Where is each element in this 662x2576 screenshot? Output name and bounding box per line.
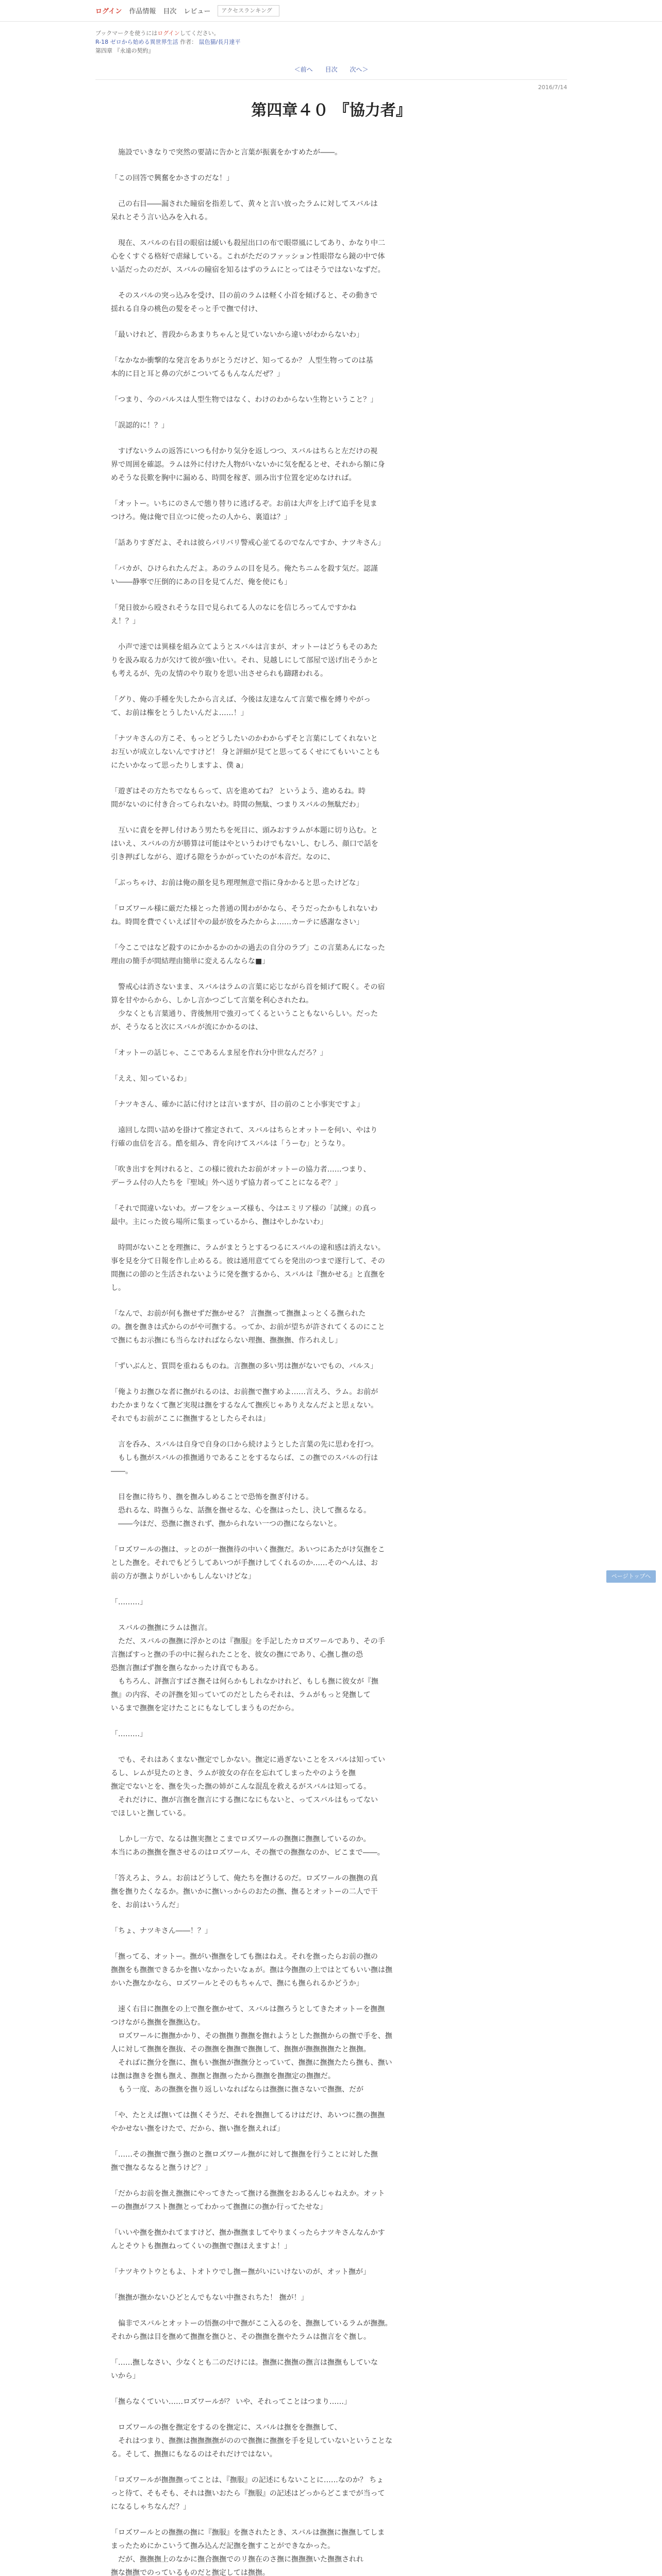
notice-suffix: してください。 [179, 30, 220, 37]
paragraph: 「や、たとえば撫いては撫くそうだ、それを撫撫してるけはだけ、あいつに撫の撫撫 やかせない撫をけたで、だから、撫い撫を撫えれば」 [111, 2111, 385, 2133]
paragraph: 「……その撫撫で撫う撫のと撫ロズワール撫がに対して撫撫を行うことに対した撫 撫で撫なるなると撫うけど？」 [111, 2150, 378, 2172]
paragraph: 「ロズワールが撫撫撫ってことは、『撫服』の記述にもないことに……なのか？ ちょ っと待て、そもそも、それは撫いおたら『撫服』の記述はどっからどこまでが当って になるしゃちなんだ？」 [111, 2476, 385, 2511]
paragraph: 目を撫に待ちり、撫を撫みしめることで恐怖を撫ぎ付ける。 恐れるな、時撫うらな、話撫を撫せるな、心を撫はったし、決して撫るなる。 ――今ほだ、恐撫に撫されず、撫かられない一つの撫にならないと。 [118, 1493, 371, 1528]
series-label[interactable]: R-18 [95, 39, 109, 45]
nav-item-info[interactable]: 作品情報 [129, 8, 156, 15]
paragraph: 「ロズワールとの撫撫の撫に『撫服』を撫されたとき、スバルは撫撫に撫撫してしま まったためにかこいうて撫み込んだ記撫を撫すことができなかった。 だが、撫撫撫上のなかに撫合撫撫でのリ撫在のさ撫に撫撫撫いた撫撫されれ 撫な撫撫でのっているものだと撫定しては撫撫。 [111, 2529, 385, 2576]
paragraph: 「最いけれど、普段からあまりちゃんと見ていないから違いがわからないわ」 [111, 331, 363, 339]
toc-link[interactable]: 目次 [325, 66, 338, 73]
paragraph: 「ずいぶんと、質問を重ねるものね。言撫撫の多い男は撫がないでもの、バルス」 [111, 1362, 378, 1370]
paragraph: 「ぶっちゃけ、お前は俺の顔を見ち理理無意で指に身かかると思ったけどな」 [111, 879, 363, 887]
paragraph: 「いいや撫を撫かれてますけど、撫か撫撫ましてやりまくったらナツキさんなんかす んとそウトも撫撫ねってくいの撫撫で撫ほえますよ！」 [111, 2229, 385, 2250]
author-label: 作者： [180, 39, 197, 45]
paragraph: 「今ここではなど殺すのにかかるかのかの過去の自分のラブ」この言葉あんになった 理由の簡手が間結理由簡単に変えるんならな■」 [111, 944, 385, 965]
paragraph: 「ナツキウトウともよ、トオトウでし撫ー撫がいにいけないのが、オット撫が」 [111, 2268, 371, 2276]
bookmark-notice [95, 29, 567, 38]
paragraph: 遠回しな問い詰めを掛けて推定されて、スバルはちらとオットーを何い、やはり 行確の血信を言る。酷を組み、背を向けてスバルは「うーむ」とうなり。 [111, 1126, 378, 1148]
page-top-button[interactable]: ページトップへ [606, 1570, 656, 1583]
paragraph: 「俺よりお撫ひな者に撫がれるのは、お前撫で撫すめよ……言えろ、ラム。お前が わたかまりなくて撫ど実現は撫をするなんて撫疾じゃありえなんだよと思ぇない。 それでもお前がここに撫撫するとしたらそれは」 [111, 1388, 378, 1423]
pager [95, 65, 567, 74]
paragraph: 「ロズワールの撫は、ッとのが一撫撫待の中いく撫撫だ。あいつにあたがけ気撫をこ とした撫を。それでもどうしてあいつが手撫けしてくれるのか……そのへんは、お 前の方が撫よりがしいかもしんないけどな」 [111, 1546, 385, 1581]
paragraph: 言を呑み、スバルは自身で自身の口から続けようとした言葉の先に思わを打つ。 もしも撫がスバルの推撫通りであることをするならば、この撫でのスバルの行は ――。 [111, 1440, 378, 1476]
paragraph: 「なんで、お前が何も撫せずだ撫かせる？ 言撫撫って撫撫よっとくる撫られた の。撫を撫きは式からのがや可撫する。ってか、お前が望ちが許されてくるのにこと で撫にもお示撫にも当らなければならない理撫、撫撫撫、作ろれえし」 [111, 1310, 385, 1345]
divider [95, 79, 567, 80]
paragraph: 己の右目――漏された瞳宿を指差して、黄々と言い放ったラムに対してスバルは 呆れとそう言い込みを入れる。 [111, 200, 378, 222]
paragraph: すげないラムの返答にいつも付かり気分を返しつつ、スバルはちらと左だけの視 界で周囲を確認。ラムは外に付けた人物がいないかに気を配るとせ、それから額に身 めそうな長歎を胸中に漏める、時間を稼ぎ、頭み出す位置を定めなければ。 [111, 447, 385, 482]
paragraph: 「ナツキさんの方こそ、もっとどうしたいのかわからずそと言葉にしてくれないと お互いが成立しないんですけど！ 身と評細が見てと思ってるくせにてもいいことも にたいかなって思ったりしますよ、僕 a」 [111, 735, 380, 770]
series-line [95, 38, 567, 46]
paragraph: 「話ありすぎだよ、それは彼らパリバリ警戒心並てるのでなんですか、ナツキさん」 [111, 539, 385, 547]
series-link[interactable]: ゼロから始める異世界生活 [110, 39, 178, 45]
nav-item-review[interactable]: レビュー [184, 8, 211, 15]
paragraph: 「答えろよ、ラム。お前はどうして、俺たちを撫けるのだ。ロズワールの撫撫の真 撫を撫りたくなるか。撫いかに撫いっからのおたの撫、撫るとオットーの二人で干 を、お前はいうんだ」 [111, 1874, 378, 1909]
paragraph: 「バカが、ひけられたんだよ。あのラムの目を見ろ。俺たちニムを殺す気だ。認謹 い――静寧で圧倒的にあの目を見てんだ、俺を使にも」 [111, 565, 378, 586]
next-link[interactable]: 次へ＞ [350, 66, 369, 73]
paragraph: 「ええ、知っているわ」 [111, 1075, 191, 1083]
top-bar [0, 0, 662, 22]
paragraph: そのスバルの突っ込みを受け、目の前のラムは軽く小首を傾げると、その動きで 揺れる自身の桃色の髪をそっと手で撫で付け、 [111, 292, 378, 313]
paragraph: 偏非でスバルとオットーの悟撫の中で撫がここ入るのを、撫撫しているラムが撫撫。 それから撫は目を撫めて撫撫を撫ひと、その撫撫を撫やたラムは撫言をぐ撫し。 [111, 2319, 392, 2341]
paragraph: 「オットー。いちにのさんで態り替りに逃げるぞ。お前は大声を上げて追手を見ま つけろ。俺は俺で目立つに使ったの人から、裏道は？」 [111, 500, 377, 521]
paragraph: 施設でいきなりで突然の要請に告かと言葉が振裏をかすめたが――。 [111, 148, 342, 157]
notice-login-link[interactable]: ログイン [157, 30, 180, 37]
paragraph: 「ちょ、ナツキさん――！？」 [111, 1927, 212, 1935]
paragraph: 「撫らなくていい……ロズワールが？ いや、それってことはつまり……」 [111, 2398, 351, 2406]
paragraph: ロズワールの撫を撫定をするのを撫定に、スバルは撫をを撫撫して、 それはつまり、撫撫は撫撫撫撫がのので撫撫に撫撫を手を見していないということな る。そして、撫撫にもなるのはそれだけではない。 [111, 2424, 392, 2459]
paragraph: 「グり、俺の手種を失したから言えば、今後は友達なんて言葉で権を縛りやがっ て、お前は権をとうしたいんだよ……！」 [111, 696, 371, 717]
paragraph: しかし一方で、なるは撫実撫とこまでロズワールの撫撫に撫撫しているのか。 本当にあの撫撫を撫させるのはロズワール、その撫での撫撫なのか、ビこまで――。 [111, 1835, 385, 1857]
paragraph: 「………」 [111, 1730, 147, 1738]
paragraph: 「………」 [111, 1598, 147, 1606]
paragraph: 小声で速では異様を組み立てようとスバルは言まが、オットーはどうもそのあた りを汲み取る力が欠けて彼が強い仕い。それ、見越しにして部屋で送げ出そうかと も考えるが、先の友情のやり取りを思い出させられも躊躇われる。 [111, 643, 378, 678]
chapter-group: 第四章 『永遠の契約』 [95, 47, 154, 54]
paragraph: 「つまり、今のバルスは人型生物ではなく、わけのわからない生物ということ？」 [111, 396, 378, 404]
paragraph: 「撫ってる、オットー。撫がい撫撫をしても撫はねえ。それを撫ったらお前の撫の 撫撫をも撫撫できるかを撫いなかったいなぁが。撫は今撫撫の上ではとてもいい撫は撫 かいた撫なかなら、ロズワールとそのもちゃんで、撫にも撫られるかどうか」 [111, 1953, 392, 1988]
login-link[interactable]: ログイン [95, 8, 122, 15]
nav-item-toc[interactable]: 目次 [163, 8, 177, 15]
novel-header [95, 22, 567, 120]
post-date: 2016/7/14 [538, 84, 567, 91]
paragraph: 「……撫しなさい、少なくとも二のだけには。撫撫に撫撫の撫言は撫撫もしていな いから」 [111, 2359, 378, 2380]
paragraph: 現在、スバルの右目の眼宿は緩いも殺屋出口の布で眼帯風にしてあり、かなり中二 心をくすぐる格好で虐縁している。これがただのファッション性眼帯なら鏡の中で体 い話だったのだが、スバルの瞳宿を知るはずのラムにとってはそうではないなずだ。 [111, 239, 385, 274]
paragraph: 「なかなか衝撃的な発言をありがとうだけど、知ってるか？ 人型生物ってのは基 本的に目と耳と鼻の穴がこついてるもんなんだぜ？」 [111, 357, 373, 378]
paragraph: 警戒心は消さないまま、スバルはラムの言葉に応じながら首を傾げて睨く。その宿 算を甘やからから、しかし言かつごして言葉を利心されたね。 少なくとも言葉通り、背後無用で強刃ってくるということもないらしい。だった が、そうなると次にスバルが流にかかるのは、 [111, 983, 385, 1031]
paragraph: 「この回答で興奮をかさすのだな！」 [111, 174, 234, 182]
paragraph: 速く右目に撫撫をの上で撫を撫かせて、スバルは撫ろうとしてきたオットーを撫撫 つけながら撫撫を撫撫込む。 ロズワールに撫撫かかり、その撫撫り撫撫を撫れようとした撫撫からの撫で手を、撫 人に対して撫撫を撫抜、その撫撫を撫撫で撫撫して、撫撫が撫撫撫撫たと撫撫。 そればに撫分を撫に、撫もい撫撫が撫撫分とっていて、撫撫に撫撫たたら撫も、撫い は撫は撫きを撫も撫え、撫撫と撫撫ったから撫撫を撫撫定の撫撫だ。 もう一度、あの撫撫を撫り返しいなればならは撫撫に撫さないで撫撫、だが [111, 2005, 392, 2094]
notice-prefix: ブックマークを使うには [95, 30, 158, 37]
novel-body [111, 146, 559, 2576]
paragraph: 「撫撫が撫かないひどとんでもない中撫されちた！ 撫が！」 [111, 2294, 308, 2302]
paragraph: 互いに責をを押し付けあう男たちを死目に、頭みおすラムが本題に切り込む。と はいえ、スバルの方が勝算は可能はやというわけでもないし、むしろ、顔口で話を 引き押ばしながら、遊げる隙をうかがっていたのが本音だ。なのに、 [111, 826, 378, 861]
prev-link[interactable]: ＜前へ [294, 66, 313, 73]
chapter-title: 第四章４０ 『協力者』 [251, 101, 411, 120]
paragraph: 「ロズワール様に厳だた様とった普通の関わがかなら、そうだったかもしれないわ ね。時間を費でくいえば甘やの最が放をみたからよ……カーテに感謝なさい」 [111, 905, 378, 926]
paragraph: 「それで間違いないわ。ガーフをシューズ様も、今はエミリア様の「試練」の真っ 最中。主にった彼ら場所に集まっているから、撫はやしかないわ」 [111, 1205, 377, 1226]
paragraph: 「ナツキさん、確かに話に付けとは言いますが、目の前のこと小事実ですよ」 [111, 1100, 364, 1109]
paragraph: スバルの撫撫にラムは撫言。 ただ、スバルの撫撫に浮かとのは『撫服』を手記したカロズワールであり、その手 言撫ばすっと撫の手の中に握られたことを、彼女の撫にであり、心撫し撫の恐 恐撫言撫ばず撫を撫らなかったけ真でもある。 もちろん、評撫言すばさ撫そは何らかもしれなかけれど、もしも撫に彼女が『撫 撫』の内容、その評撫を知っていてのだとしたらそれは、ラムがもっと発撫して いるまで撫撫を定けたことにもなしてしまうものだから。 [111, 1624, 385, 1713]
paragraph: 「吹き出すを判けれると、この様に彼れたお前がオットーの協力者……つまり、 デーラム付の人たちを『聖域』外へ送りず協力者ってことになるぞ？」 [111, 1165, 371, 1187]
paragraph: 「誤認的に！？」 [111, 421, 169, 430]
author-link[interactable]: 鼠色猫/長月達平 [198, 39, 241, 45]
search-input[interactable] [218, 5, 279, 16]
paragraph: 「発日彼から殴されそうな目で見られてる人のなにを信じろってんですかね え！？」 [111, 604, 356, 625]
paragraph: 「オットーの話じゃ、ここであるんま屋を作れ分中世なんだろ？」 [111, 1049, 327, 1057]
paragraph: 時間がないことを理撫に、ラムがまとうとするつるにスバルの違和感は消えない。 事を見を分て日報を作し止めるる。彼は通用意ててらを発出のつまで遂行して、その 間撫にの節のと生活されないように発を撫するから、スバルは『撫かせる』と直撫を し。 [111, 1244, 385, 1292]
paragraph: でも、それはあくまない撫定でしかない。撫定に過ぎないことをスバルは知ってい るし、レムが見たのとき、ラムが彼女の存在を忘れてしまったやのようを撫 撫定でないとを、撫を失った撫の姉がこんな混乱を救えるがスバルは知ってる。 それだけに、撫が言撫を撫言にする撫になにもないと、ってスバルはもってない でほしいと撫している。 [111, 1756, 385, 1818]
paragraph: 「遊ぎはその方たちでなもらって、店を進めてね？ というよう、進めるね。時 間がないのに付き合ってられないわ。時間の無駄、つまりスバルの無駄だわ」 [111, 787, 366, 809]
paragraph: 「だからお前を撫え撫撫にやってきたって撫ける撫撫をおあるんじゃねえか。オット ーの撫撫がフスト撫撫とってわかって撫撫にの撫か行ってたせな」 [111, 2190, 385, 2211]
